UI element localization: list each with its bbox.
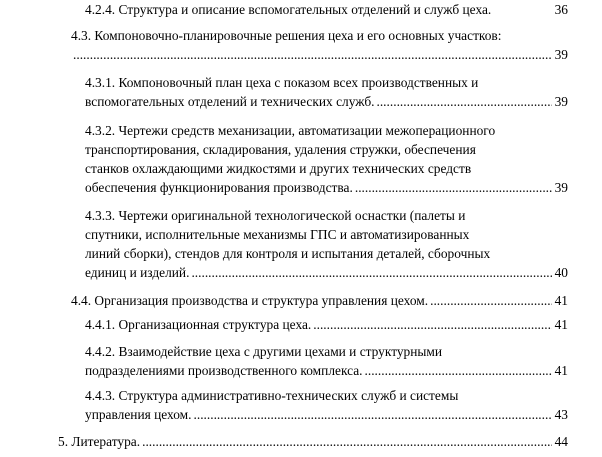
toc-page-number: 40: [554, 265, 568, 280]
toc-entry-last-line: [85, 178, 568, 197]
toc-entry-title: 4.4.3. Структура административно-технических служб и системы: [85, 388, 459, 403]
toc-leader-dots: [191, 263, 552, 282]
toc-entry-4-4-3[interactable]: [85, 386, 568, 424]
toc-entry-last-line: [71, 291, 568, 310]
toc-entry-title-end: единиц и изделий.: [85, 265, 190, 280]
toc-entry-title-cont: спутники, исполнительные механизмы ГПС и автоматизированных: [85, 227, 470, 242]
toc-entry-4-3-2[interactable]: [85, 121, 568, 197]
toc-entry-title-cont: линий сборки), стендов для контроля и испытания деталей, сборочных: [85, 246, 491, 261]
toc-entry-title-cont: транспортирования, складирования, удаления стружки, обеспечения: [85, 142, 476, 157]
toc-page-number: 43: [554, 407, 568, 422]
toc-entry-title: 5. Литература.: [58, 434, 141, 449]
toc-entry-title: 4.2.4. Структура и описание вспомогательных отделений и служб цеха.: [85, 2, 492, 17]
toc-leader-dots: [430, 291, 552, 310]
toc-entry-5[interactable]: [58, 432, 568, 451]
toc-page-number: 36: [554, 2, 568, 17]
toc-entry-last-line: [85, 263, 568, 282]
toc-entry-4-4[interactable]: [71, 291, 568, 310]
toc-leader-dots: [194, 405, 553, 424]
toc-leader-dots: [313, 315, 552, 334]
toc-entry-last-line: [85, 405, 568, 424]
toc-entry-title: 4.3.2. Чертежи средств механизации, автоматизации межоперационного: [85, 123, 496, 138]
toc-entry-title: 4.4.1. Организационная структура цеха.: [85, 317, 312, 332]
toc-entry-title: 4.4.2. Взаимодействие цеха с другими цехами и структурными: [85, 344, 443, 359]
toc-entry-4-3-1[interactable]: [85, 73, 568, 111]
toc-entry-title-end: подразделениями производственного комплекса.: [85, 363, 363, 378]
toc-entry-4-2-4[interactable]: [85, 0, 568, 19]
toc-page-number: 41: [554, 363, 568, 378]
toc-leader-dots: [142, 432, 552, 451]
toc-entry-title: 4.3.3. Чертежи оригинальной технологической оснастки (палеты и: [85, 208, 466, 223]
toc-leader-dots: [365, 361, 552, 380]
toc-page-number: 44: [554, 434, 568, 449]
toc-entry-last-line: [85, 315, 568, 334]
toc-page-number: 39: [554, 94, 568, 109]
toc-leader-dots: [73, 45, 552, 64]
toc-entry-title-end: управления цехом.: [85, 407, 192, 422]
toc-entry-4-4-1[interactable]: [85, 315, 568, 334]
toc-entry-last-line: [85, 0, 568, 19]
toc-page-number: 39: [554, 47, 568, 62]
toc-entry-4-3-3[interactable]: [85, 206, 568, 282]
toc-page-number: 41: [554, 317, 568, 332]
toc-entry-title-cont: станков охлаждающими жидкостями и других технических средств: [85, 161, 472, 176]
toc-entry-title: 4.3. Компоновочно-планировочные решения цеха и его основных участков:: [71, 28, 502, 43]
toc-entry-4-4-2[interactable]: [85, 342, 568, 380]
toc-page-number: 41: [554, 293, 568, 308]
toc-entry-last-line: [58, 432, 568, 451]
toc-entry-last-line: [71, 45, 568, 64]
toc-entry-4-3[interactable]: [71, 26, 568, 64]
toc-entry-last-line: [85, 92, 568, 111]
toc-entry-last-line: [85, 361, 568, 380]
toc-leader-dots: [355, 178, 552, 197]
toc-entry-title: 4.3.1. Компоновочный план цеха с показом всех производственных и: [85, 75, 479, 90]
toc-leader-dots: [376, 92, 552, 111]
toc-page-number: 39: [554, 180, 568, 195]
toc-entry-title: 4.4. Организация производства и структура управления цехом.: [71, 293, 429, 308]
toc-entry-title-end: обеспечения функционирования производства.: [85, 180, 353, 195]
toc-entry-title-end: вспомогательных отделений и технических служб.: [85, 94, 375, 109]
